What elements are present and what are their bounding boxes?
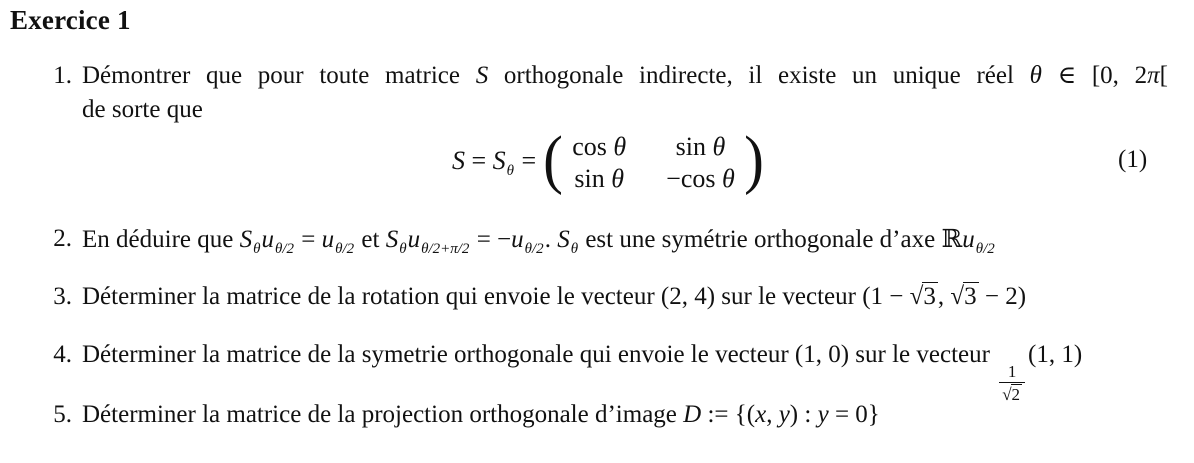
seg-t: , bbox=[766, 401, 779, 428]
left-paren: ( bbox=[543, 123, 564, 196]
seg-s: θ bbox=[399, 241, 407, 257]
item-text bbox=[82, 398, 1168, 432]
seg-t: ∈ [0, 2 bbox=[1041, 62, 1148, 89]
seg-i: S bbox=[475, 62, 489, 89]
seg-t: = 0} bbox=[828, 401, 880, 428]
seg-t: = − bbox=[470, 226, 512, 253]
seg-t: En déduire que bbox=[82, 226, 240, 253]
seg-t: cos bbox=[572, 132, 614, 161]
seg-i: θ bbox=[613, 132, 627, 161]
item-number: 5. bbox=[53, 401, 72, 428]
seg-sqrt: √3 bbox=[950, 283, 977, 310]
seg-t: sin bbox=[574, 164, 612, 193]
exercise-title: Exercice 1 bbox=[10, 5, 131, 35]
seg-t: = bbox=[515, 146, 537, 175]
seg-i: S bbox=[557, 226, 570, 253]
item-number: 1. bbox=[53, 62, 72, 89]
seg-s: θ bbox=[570, 241, 579, 257]
seg-bb: ℝ bbox=[941, 224, 963, 253]
item-text bbox=[82, 222, 1168, 266]
seg-t: ) : bbox=[789, 401, 818, 428]
seg-s: θ bbox=[506, 163, 515, 179]
seg-t: orthogonale indirecte, il existe un unique réel bbox=[488, 62, 1030, 89]
seg-t: et bbox=[355, 226, 386, 253]
matrix-cell-r1c1 bbox=[666, 164, 735, 194]
seg-t: (1, 1) bbox=[1028, 341, 1083, 368]
seg-i: u bbox=[321, 226, 335, 253]
seg-t: . bbox=[544, 226, 558, 253]
seg-s: θ/2 bbox=[975, 241, 995, 257]
right-paren: ) bbox=[743, 123, 764, 196]
seg-s: θ/2+π/2 bbox=[421, 241, 470, 257]
item-text bbox=[82, 280, 1168, 314]
seg-i: θ bbox=[721, 164, 735, 193]
seg-i: S bbox=[239, 226, 253, 253]
seg-i: π bbox=[1147, 62, 1160, 89]
seg-t: Déterminer la matrice de la symetrie orthogonale qui envoie le vecteur (1, 0) sur le vecteur bbox=[82, 341, 997, 368]
seg-i: y bbox=[817, 401, 829, 428]
seg-rad: 3 bbox=[923, 283, 936, 310]
seg-i: u bbox=[962, 226, 975, 253]
seg-i: θ bbox=[1029, 62, 1042, 89]
item-number: 3. bbox=[53, 283, 72, 310]
equation-lhs bbox=[452, 146, 536, 180]
matrix-cell-r0c1 bbox=[666, 132, 735, 162]
seg-i: D bbox=[683, 401, 702, 428]
seg-rad: 2 bbox=[1011, 384, 1021, 404]
item-number: 4. bbox=[53, 341, 72, 368]
exercise-item-5 bbox=[48, 398, 1168, 432]
seg-i: θ bbox=[712, 132, 726, 161]
seg-t: [ bbox=[1159, 62, 1168, 89]
seg-i: u bbox=[407, 226, 421, 253]
matrix-cell-r1c0 bbox=[572, 164, 626, 194]
exercise-item-4 bbox=[48, 338, 1168, 404]
seg-s: θ/2 bbox=[335, 241, 355, 257]
item-line-1 bbox=[82, 59, 1168, 93]
seg-s: θ/2 bbox=[524, 241, 544, 257]
seg-t: sin bbox=[675, 132, 713, 161]
seg-i: u bbox=[511, 226, 524, 253]
seg-t: est une symétrie orthogonale d’axe bbox=[579, 226, 942, 253]
seg-i: y bbox=[778, 401, 790, 428]
equation-number: (1) bbox=[1118, 146, 1148, 173]
seg-t: = bbox=[465, 146, 493, 175]
seg-t: Déterminer la matrice de la projection orthogonale d’image bbox=[82, 401, 684, 428]
seg-t: − 2) bbox=[978, 283, 1027, 310]
seg-t: −cos bbox=[666, 164, 722, 193]
seg-t: Déterminer la matrice de la rotation qui envoie le vecteur (2, 4) sur le vecteur (1 − bbox=[82, 283, 910, 310]
seg-i: S bbox=[385, 226, 399, 253]
item-text bbox=[82, 59, 1168, 127]
display-equation bbox=[452, 123, 767, 199]
seg-s: θ bbox=[253, 241, 261, 257]
seg-num bbox=[1004, 363, 1021, 382]
seg-i: S bbox=[492, 146, 506, 175]
seg-sqrt: √2 bbox=[1002, 384, 1021, 404]
seg-i: x bbox=[755, 401, 767, 428]
seg-i: u bbox=[261, 226, 274, 253]
exercise-item-3 bbox=[48, 280, 1168, 314]
seg-rad: 3 bbox=[964, 283, 977, 310]
exercise-item-2 bbox=[48, 222, 1168, 266]
seg-s: θ/2 bbox=[274, 241, 295, 257]
seg-t: := {( bbox=[701, 401, 756, 428]
seg-i: S bbox=[452, 146, 465, 175]
exercise-item-1 bbox=[48, 59, 1168, 127]
seg-sqrt: √3 bbox=[909, 283, 936, 310]
seg-t: Démontrer que pour toute matrice bbox=[82, 62, 476, 89]
seg-t: = bbox=[295, 226, 322, 253]
item-text bbox=[82, 338, 1168, 404]
seg-t: , bbox=[937, 283, 951, 310]
seg-i: θ bbox=[611, 164, 624, 193]
matrix-cell-r0c0 bbox=[572, 132, 626, 162]
matrix bbox=[572, 132, 735, 194]
item-number: 2. bbox=[53, 225, 72, 252]
seg-t: 1 bbox=[1007, 362, 1017, 381]
item-line-2: de sorte que bbox=[82, 96, 203, 123]
